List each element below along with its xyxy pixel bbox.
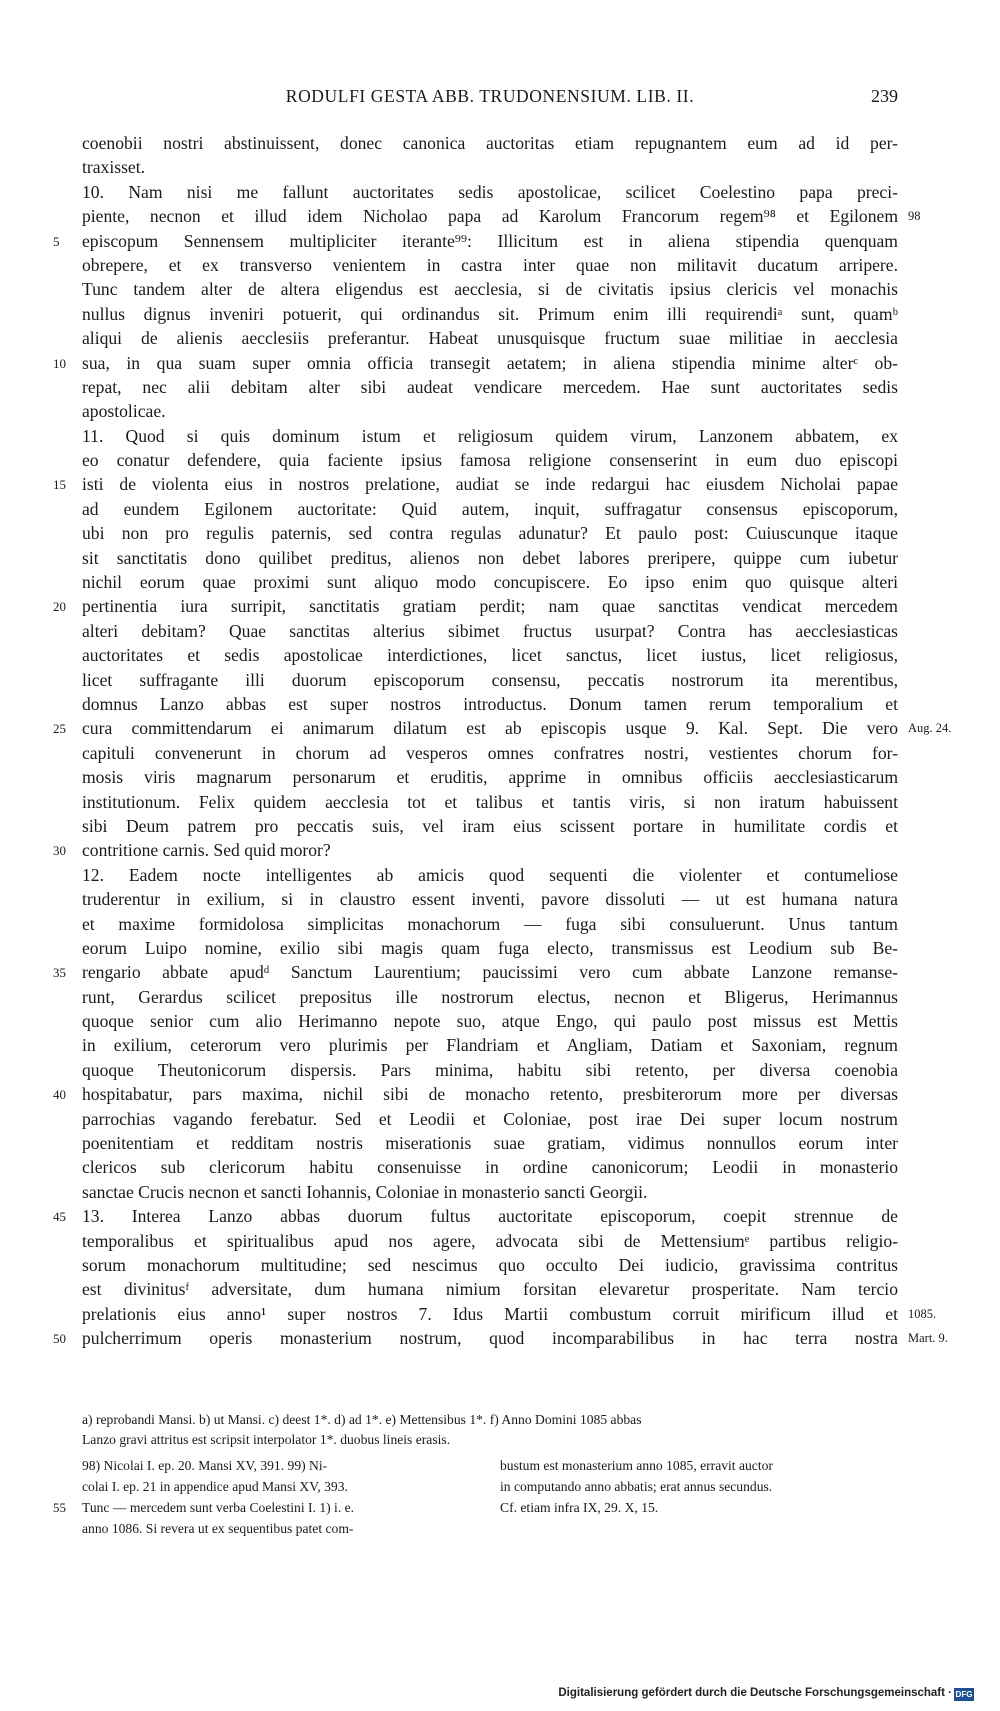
- line-text: apostolicae.: [82, 401, 166, 422]
- digitization-credit: Digitalisierung gefördert durch die Deutsche Forschungsgemeinschaft ·: [558, 1687, 952, 1699]
- line-text: eo conatur defendere, quia faciente ipsius famosa religione consenserint in eum duo episcopi: [82, 450, 898, 471]
- text-line: [82, 1277, 898, 1301]
- text-line: [82, 546, 898, 570]
- text-line: [82, 790, 898, 814]
- text-line: [82, 887, 898, 911]
- line-text: eorum Luipo nomine, exilio sibi magis quam fuga electo, transmissus est Leodium sub Be-: [82, 937, 898, 958]
- text-line: [82, 692, 898, 716]
- text-line: [82, 814, 898, 838]
- line-text: licet suffragante illi duorum episcoporum consensu, peccatis nostrorum ita merentibus,: [82, 669, 898, 690]
- line-text: mosis viris magnarum personarum et eruditis, apprime in omnibus officiis aecclesiasticarum: [82, 767, 898, 788]
- text-line: [82, 1229, 898, 1253]
- text-line: [82, 912, 898, 936]
- line-number: 50: [53, 1331, 66, 1347]
- text-line: [82, 180, 898, 204]
- line-number: 30: [53, 843, 66, 859]
- text-line: [82, 863, 898, 887]
- text-line: [53, 351, 898, 375]
- line-text: pertinentia iura surripit, sanctitatis gratiam perdit; nam quae sanctitas vendicat mercedem: [82, 596, 898, 617]
- line-text: Tunc tandem alter de altera eligendus est aecclesia, si de civitatis ipsius clericis vel monachis: [82, 279, 898, 300]
- text-line: [82, 302, 898, 326]
- line-text: hospitabatur, pars maxima, nichil sibi de monacho retento, presbiterorum more per diversas: [82, 1084, 898, 1105]
- footnote-line: in computando anno abbatis; erat annus secundus.: [500, 1479, 773, 1494]
- line-text: clericos sub clericorum habitu consenuisse in ordine canonicorum; Leodii in monasterio: [82, 1157, 898, 1178]
- line-text: poenitentiam et redditam nostris miserationis suae gratiam, vidimus nonnullos eorum inter: [82, 1133, 898, 1154]
- line-text: runt, Gerardus scilicet prepositus ille nostrorum electus, necnon et Bligerus, Herimannus: [82, 986, 898, 1007]
- text-line: [82, 326, 898, 350]
- line-text: truderentur in exilium, si in claustro essent inventi, pavore dissoluti — ut est humana natura: [82, 889, 898, 910]
- line-number: 35: [53, 965, 66, 981]
- line-number: 25: [53, 721, 66, 737]
- text-line: [82, 1253, 898, 1277]
- line-number: 55: [53, 1500, 66, 1515]
- footnote-line: Cf. etiam infra IX, 29. X, 15.: [500, 1500, 659, 1515]
- footnote-text: anno 1086. Si revera ut ex sequentibus patet com-: [82, 1521, 354, 1536]
- line-text: sit sanctitatis dono quilibet preditus, alienos non debet labores preripere, quippe cum iubetur: [82, 547, 898, 568]
- line-text: aliqui de alienis aecclesiis preferantur. Habeat unusquisque fructum suae militiae in aecclesia: [82, 328, 898, 349]
- line-number: 10: [53, 355, 66, 371]
- text-line: [82, 985, 898, 1009]
- line-text: episcopum Sennensem multipliciter iterante⁹⁹: Illicitum est in aliena stipendia quenquam: [82, 230, 898, 251]
- running-title: RODULFI GESTA ABB. TRUDONENSIUM. LIB. II.: [285, 86, 695, 106]
- text-line: [53, 1204, 898, 1228]
- text-line: [82, 1180, 898, 1204]
- footnote-line: bustum est monasterium anno 1085, erravit auctor: [500, 1458, 773, 1473]
- text-line: [82, 277, 898, 301]
- text-line: [82, 1155, 898, 1179]
- text-line: [82, 521, 898, 545]
- apparatus-line: a) reprobandi Mansi. b) ut Mansi. c) deest 1*. d) ad 1*. e) Mettensibus 1*. f) Anno Domini 1085 abbas: [82, 1412, 642, 1427]
- text-line: [82, 936, 898, 960]
- line-text: coenobii nostri abstinuissent, donec canonica auctoritas etiam repugnantem eum ad id per-: [82, 133, 898, 153]
- footnote-line: [82, 1518, 482, 1539]
- critical-apparatus: [82, 1410, 898, 1450]
- line-text: in exilium, ceterorum vero plurimis per Flandriam et Angliam, Datiam et Saxoniam, regnum: [82, 1035, 898, 1056]
- text-line: [53, 1082, 898, 1106]
- line-text: piente, necnon et illud idem Nicholao papa ad Karolum Francorum regem⁹⁸ et Egilonem: [82, 206, 898, 227]
- line-text: ubi non pro regulis paternis, sed contra regulas adunatur? Et paulo post: Cuiuscunque itaque: [82, 523, 898, 544]
- line-text: auctoritates et sedis apostolicae interdictiones, licet sanctus, licet iustus, licet religiosus,: [82, 645, 898, 666]
- page-header: [82, 86, 898, 114]
- footnotes-left-column: [53, 1455, 482, 1539]
- line-text: obrepere, et ex transverso venientem in castra inter quae non militavit ducatum arripere.: [82, 254, 898, 275]
- text-line: [82, 1033, 898, 1057]
- margin-note: Mart. 9.: [908, 1331, 948, 1346]
- page-footer: [0, 1687, 1000, 1703]
- text-line: [82, 399, 898, 423]
- line-text: domnus Lanzo abbas est super nostros introductus. Donum tamen rerum temporalium et: [82, 693, 898, 714]
- line-text: sorum monachorum multitudine; sed nescimus quo occulto Dei iudicio, gravissima contritus: [82, 1254, 898, 1275]
- dfg-logo: DFG: [955, 1690, 973, 1699]
- apparatus-line: Lanzo gravi attritus est scripsit interpolator 1*. duobus lineis erasis.: [82, 1432, 451, 1447]
- footnote-text: 98) Nicolai I. ep. 20. Mansi XV, 391. 99) Ni-: [82, 1458, 328, 1473]
- text-line: [82, 741, 898, 765]
- line-text: sanctae Crucis necnon et sancti Iohannis, Coloniae in monasterio sancti Georgii.: [82, 1181, 648, 1202]
- line-text: est divinitusᶠ adversitate, dum humana nimium forsitan elevaretur prosperitate. Nam tercio: [82, 1279, 898, 1300]
- text-line: [82, 253, 898, 277]
- footnote-line: [82, 1455, 482, 1476]
- text-line: [82, 668, 898, 692]
- line-text: 11. Quod si quis dominum istum et religiosum quidem virum, Lanzonem abbatem, ex: [82, 425, 898, 446]
- footnote-text: Tunc — mercedem sunt verba Coelestini I. 1) i. e.: [82, 1500, 355, 1515]
- text-line: [82, 424, 898, 448]
- line-text: nullus dignus inveniri potuerit, qui ordinandus sit. Primum enim illi requirendiᵃ sunt, quamᵇ: [82, 303, 898, 324]
- line-text: parrochias vagando ferebatur. Sed et Leodii et Coloniae, post irae Dei super locum nostrum: [82, 1108, 898, 1129]
- text-line: [82, 497, 898, 521]
- text-line: [82, 131, 898, 155]
- line-number: 40: [53, 1087, 66, 1103]
- page-number: 239: [871, 86, 898, 106]
- text-line: [82, 1009, 898, 1033]
- text-line: [82, 570, 898, 594]
- line-text: isti de violenta eius in nostros prelatione, audiat se inde redargui hac eiusdem Nicholai papae: [82, 474, 898, 495]
- line-text: ad eundem Egilonem auctoritate: Quid autem, inquit, suffragatur consensus episcoporum,: [82, 498, 898, 519]
- line-text: nichil eorum quae proximi sunt aliquo modo concupiscere. Eo ipso enim quo quisque alteri: [82, 572, 898, 593]
- line-text: quoque senior cum alio Herimanno nepote suo, atque Engo, qui paulo post missus est Mettis: [82, 1011, 898, 1032]
- line-text: institutionum. Felix quidem aecclesia tot et talibus et tantis viris, si non iratum habuissent: [82, 791, 898, 812]
- text-line: [82, 1131, 898, 1155]
- text-line: [53, 1326, 948, 1350]
- line-text: 12. Eadem nocte intelligentes ab amicis quod sequenti die violenter et contumeliose: [82, 864, 898, 885]
- line-text: rengario abbate apudᵈ Sanctum Laurentium; paucissimi vero cum abbate Lanzone remanse-: [82, 962, 898, 983]
- text-line: [53, 229, 898, 253]
- line-text: capituli convenerunt in chorum ad vesperos omnes confratres nostri, vestientes chorum for-: [82, 742, 898, 763]
- text-line: [82, 765, 898, 789]
- margin-note: 98: [908, 209, 921, 224]
- text-line: [53, 472, 898, 496]
- text-line: [53, 594, 898, 618]
- main-text: [53, 131, 952, 1351]
- text-line: [53, 960, 898, 984]
- text-line: [82, 1058, 898, 1082]
- line-number: 20: [53, 599, 66, 615]
- text-line: [82, 448, 898, 472]
- line-text: pulcherrimum operis monasterium nostrum, quod incomparabilibus in hac terra nostra: [82, 1328, 898, 1349]
- line-text: et maxime formidolosa simplicitas monachorum — fuga sibi consuluerunt. Unus tantum: [82, 913, 898, 934]
- line-text: sibi Deum patrem pro peccatis suis, vel iram eius scissent portare in humilitate cordis et: [82, 815, 898, 836]
- text-line: [53, 716, 952, 740]
- line-text: 13. Interea Lanzo abbas duorum fultus auctoritate episcoporum, coepit strennue de: [82, 1206, 898, 1227]
- margin-note: 1085.: [908, 1306, 937, 1321]
- footnote-line: [82, 1476, 482, 1497]
- footnote-text: colai I. ep. 21 in appendice apud Mansi XV, 393.: [82, 1479, 348, 1494]
- line-text: prelationis eius anno¹ super nostros 7. Idus Martii combustum corruit mirificum illud et: [82, 1303, 898, 1324]
- text-line: [82, 643, 898, 667]
- text-line: [82, 155, 898, 179]
- text-line: [82, 1302, 937, 1326]
- line-text: sua, in qua suam super omnia officia transegit aetatem; in aliena stipendia minime alterᶜ ob-: [82, 352, 898, 373]
- line-number: 15: [53, 477, 66, 493]
- text-line: [82, 619, 898, 643]
- text-line: [82, 1107, 898, 1131]
- line-text: cura committendarum ei animarum dilatum est ab episcopis usque 9. Kal. Sept. Die vero: [82, 718, 898, 739]
- text-line: [53, 838, 898, 862]
- line-text: repat, nec alii debitam alter sibi audeat vendicare mercedem. Hae sunt auctoritates sedis: [82, 376, 898, 397]
- line-number: 5: [53, 233, 60, 249]
- line-number: 45: [53, 1209, 66, 1225]
- footnotes-right-column: [500, 1455, 898, 1518]
- line-text: alteri debitam? Quae sanctitas alterius sibimet fructus usurpat? Contra has aecclesiasticas: [82, 620, 898, 641]
- footnote-line: [53, 1497, 482, 1518]
- margin-note: Aug. 24.: [908, 721, 952, 736]
- line-text: quoque Theutonicorum dispersis. Pars minima, habitu sibi retento, per diversa coenobia: [82, 1059, 898, 1080]
- text-line: [82, 375, 898, 399]
- line-text: 10. Nam nisi me fallunt auctoritates sedis apostolicae, scilicet Coelestino papa preci-: [82, 181, 898, 202]
- line-text: contritione carnis. Sed quid moror?: [82, 840, 331, 861]
- line-text: traxisset.: [82, 157, 146, 178]
- text-line: [82, 204, 921, 228]
- line-text: temporalibus et spiritualibus apud nos agere, advocata sibi de Mettensiumᵉ partibus religio-: [82, 1230, 898, 1251]
